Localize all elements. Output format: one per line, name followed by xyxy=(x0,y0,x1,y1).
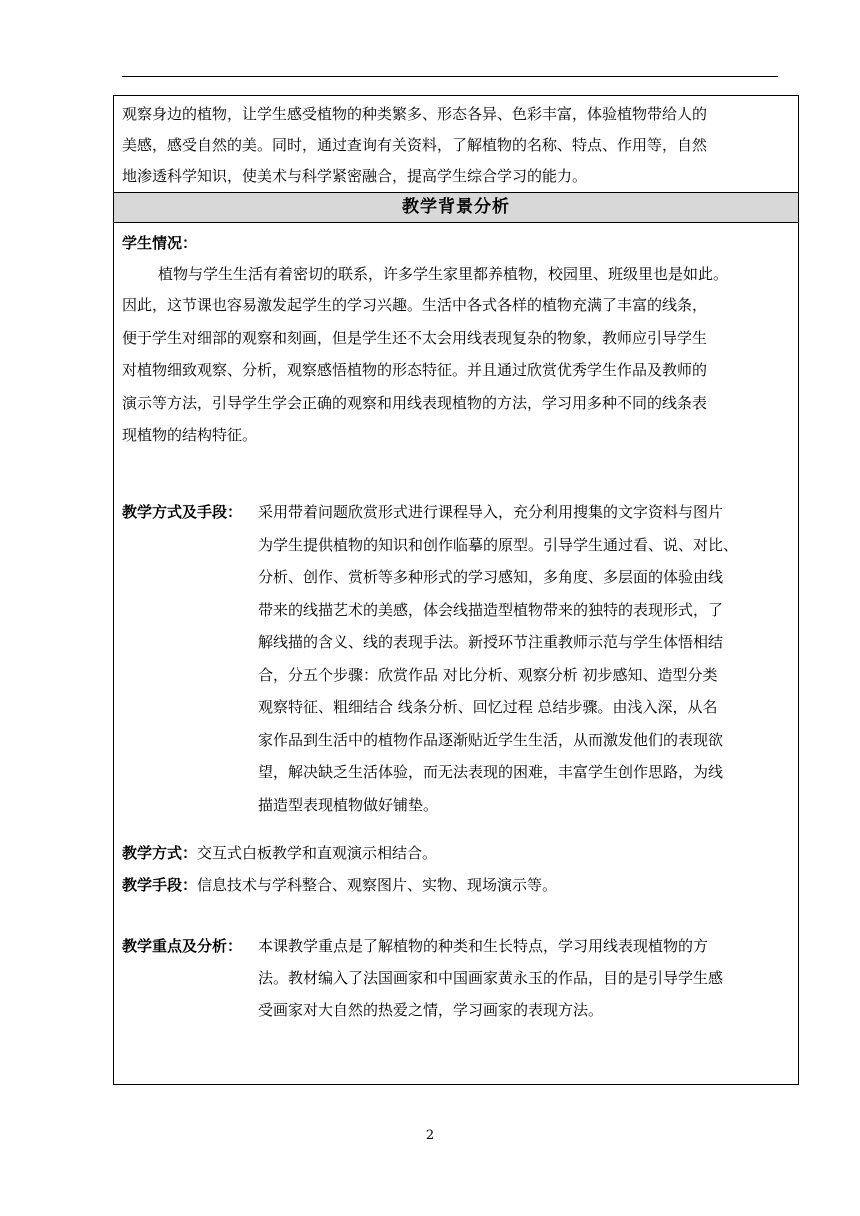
students-line: 因此，这节课也容易激发起学生的学习兴趣。生活中各式各样的植物充满了丰富的线条， xyxy=(122,296,708,314)
means-label: 教学手段： xyxy=(122,876,198,894)
students-line: 演示等方法，引导学生学会正确的观察和用线表现植物的方法，学习用多种不同的线条表 xyxy=(122,394,708,412)
students-label: 学生情况： xyxy=(122,234,198,252)
means-row xyxy=(122,870,557,901)
methods-means-line: 家作品到生活中的植物作品逐渐贴近学生生活，从而激发他们的表现欲 xyxy=(258,731,724,749)
students-line: 对植物细致观察、分析，观察感悟植物的形态特征。并且通过欣赏优秀学生作品及教师的 xyxy=(122,361,708,379)
students-line: 便于学生对细部的观察和刻画，但是学生还不太会用线表现复杂的物象，教师应引导学生 xyxy=(122,329,708,347)
key-points-line: 本课教学重点是了解植物的种类和生长特点，学习用线表现植物的方 xyxy=(258,937,709,955)
methods-means-label: 教学方式及手段： xyxy=(122,503,243,521)
students-line: 植物与学生生活有着密切的联系，许多学生家里都养植物，校园里、班级里也是如此。 xyxy=(158,265,729,283)
key-points-line: 受画家对大自然的热爱之情，学习画家的表现方法。 xyxy=(258,1001,604,1019)
methods-means-line: 合，分五个步骤：欣赏作品 对比分析、观察分析 初步感知、造型分类 xyxy=(258,666,718,684)
methods-means-line: 带来的线描艺术的美感，体会线描造型植物带来的独特的表现形式，了 xyxy=(258,601,724,619)
methods-means-line: 望，解决缺乏生活体验，而无法表现的困难，丰富学生创作思路，为线 xyxy=(258,763,724,781)
method-label: 教学方式： xyxy=(122,844,198,862)
page-number: 2 xyxy=(425,1128,435,1143)
methods-means-line: 观察特征、粗细结合 线条分析、回忆过程 总结步骤。由浅入深，从名 xyxy=(258,698,718,716)
methods-means-line: 为学生提供植物的知识和创作临摹的原型。引导学生通过看、说、对比、 xyxy=(258,536,739,554)
means-value: 信息技术与学科整合、观察图片、实物、现场演示等。 xyxy=(197,876,558,894)
methods-means-line: 解线描的含义、线的表现手法。新授环节注重教师示范与学生体悟相结 xyxy=(258,633,724,651)
methods-means-line: 描造型表现植物做好铺垫。 xyxy=(258,796,439,814)
key-points-line: 法。教材编入了法国画家和中国画家黄永玉的作品，目的是引导学生感 xyxy=(258,969,724,987)
students-line: 现植物的结构特征。 xyxy=(122,426,258,444)
method-value: 交互式白板教学和直观演示相结合。 xyxy=(197,844,438,862)
intro-line: 美感，感受自然的美。同时，通过查询有关资料，了解植物的名称、特点、作用等，自然 xyxy=(122,136,708,154)
section-title: 教学背景分析 xyxy=(114,193,798,223)
key-points-label: 教学重点及分析： xyxy=(122,937,243,955)
intro-line: 观察身边的植物，让学生感受植物的种类繁多、形态各异、色彩丰富，体验植物带给人的 xyxy=(122,105,708,123)
methods-means-line: 分析、创作、赏析等多种形式的学习感知，多角度、多层面的体验由线 xyxy=(258,568,724,586)
methods-means-line: 采用带着问题欣赏形式进行课程导入，充分利用搜集的文字资料与图片 xyxy=(258,503,724,521)
intro-line: 地渗透科学知识，使美术与科学紧密融合，提高学生综合学习的能力。 xyxy=(122,167,588,185)
method-row xyxy=(122,838,437,869)
header-rule xyxy=(122,76,778,77)
